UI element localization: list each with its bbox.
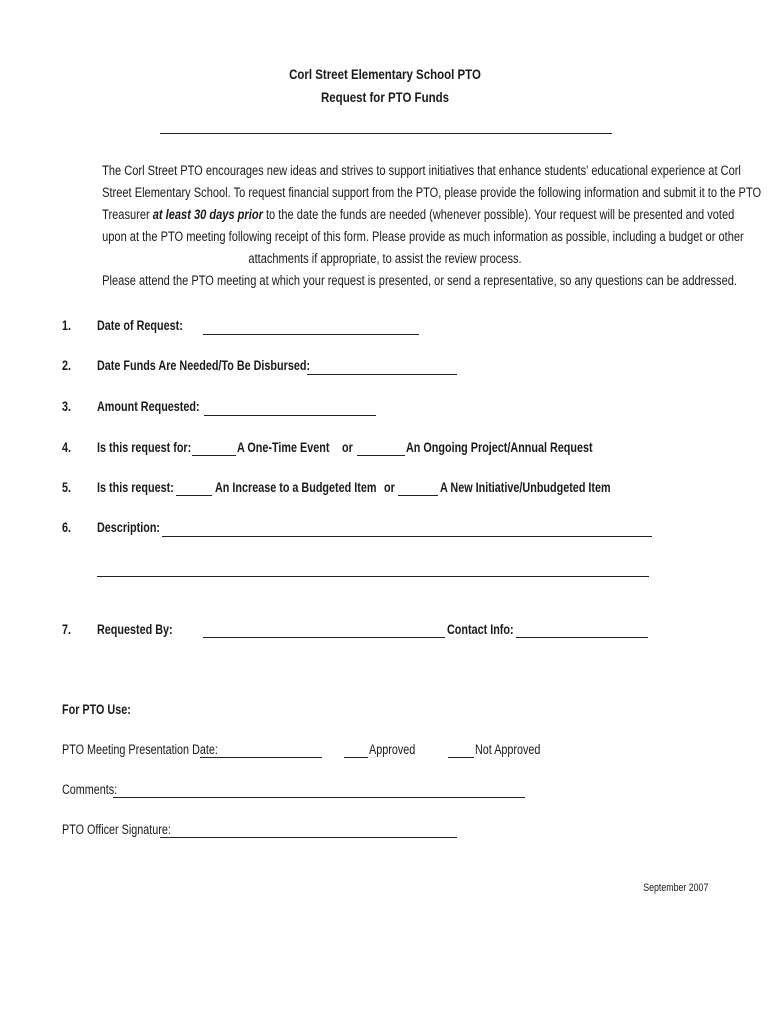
field-number: 5.	[62, 480, 72, 495]
date-funds-needed-label: Date Funds Are Needed/To Be Disbursed:	[97, 358, 311, 373]
meeting-date-field[interactable]	[200, 757, 322, 758]
approved-blank[interactable]	[344, 757, 368, 758]
date-funds-needed-field[interactable]	[307, 374, 457, 375]
one-time-event-option: A One-Time Event	[237, 440, 330, 455]
intro-paragraph	[102, 160, 762, 292]
comments-label: Comments:	[62, 782, 118, 797]
meeting-date-label: PTO Meeting Presentation Date:	[62, 742, 218, 757]
requested-by-label: Requested By:	[97, 622, 173, 637]
description-label: Description:	[97, 520, 161, 535]
approved-label: Approved	[369, 742, 416, 757]
intro-line: upon at the PTO meeting following receipt of this form. Please provide as much information as possible, including a budget or other	[102, 229, 744, 244]
field-number: 6.	[62, 520, 72, 535]
amount-requested-field[interactable]	[204, 415, 376, 416]
deadline-emphasis: at least 30 days prior	[152, 207, 263, 222]
field-number: 3.	[62, 399, 72, 414]
or-text: or	[384, 480, 395, 495]
title-divider	[160, 133, 612, 134]
contact-info-label: Contact Info:	[447, 622, 514, 637]
signature-field[interactable]	[160, 837, 457, 838]
school-title: Corl Street Elementary School PTO	[289, 66, 481, 82]
intro-line: attachments if appropriate, to assist the review process.	[248, 251, 522, 266]
pto-use-heading: For PTO Use:	[62, 702, 131, 717]
intro-line: The Corl Street PTO encourages new ideas and strives to support initiatives that enhance students' educational experience at Corl	[102, 163, 741, 178]
request-nature-label: Is this request:	[97, 480, 174, 495]
field-number: 2.	[62, 358, 72, 373]
new-initiative-option: A New Initiative/Unbudgeted Item	[440, 480, 611, 495]
not-approved-label: Not Approved	[475, 742, 541, 757]
signature-label: PTO Officer Signature:	[62, 822, 171, 837]
intro-line: Please attend the PTO meeting at which your request is presented, or send a representative, so any questions can be addressed.	[102, 273, 737, 288]
requested-by-field[interactable]	[203, 637, 445, 638]
field-number: 7.	[62, 622, 72, 637]
field-number: 4.	[62, 440, 72, 455]
date-of-request-label: Date of Request:	[97, 318, 183, 333]
budget-increase-blank[interactable]	[176, 495, 212, 496]
ongoing-project-option: An Ongoing Project/Annual Request	[406, 440, 593, 455]
field-number: 1.	[62, 318, 72, 333]
description-field-line1[interactable]	[162, 536, 652, 537]
description-field-line2[interactable]	[97, 576, 649, 577]
comments-field[interactable]	[113, 797, 525, 798]
not-approved-blank[interactable]	[448, 757, 474, 758]
contact-info-field[interactable]	[516, 637, 648, 638]
ongoing-project-blank[interactable]	[357, 455, 405, 456]
one-time-event-blank[interactable]	[192, 455, 236, 456]
budget-increase-option: An Increase to a Budgeted Item	[215, 480, 377, 495]
form-title: Request for PTO Funds	[321, 89, 449, 105]
intro-line: Treasurer at least 30 days prior to the date the funds are needed (whenever possible). Your request will be presented and voted	[102, 207, 735, 222]
intro-line: Street Elementary School. To request financial support from the PTO, please provide the following information and submit it to the PTO	[102, 185, 762, 200]
or-text: or	[342, 440, 353, 455]
date-of-request-field[interactable]	[203, 334, 419, 335]
amount-requested-label: Amount Requested:	[97, 399, 200, 414]
request-type-label: Is this request for:	[97, 440, 192, 455]
revision-date: September 2007	[642, 882, 708, 894]
new-initiative-blank[interactable]	[398, 495, 438, 496]
